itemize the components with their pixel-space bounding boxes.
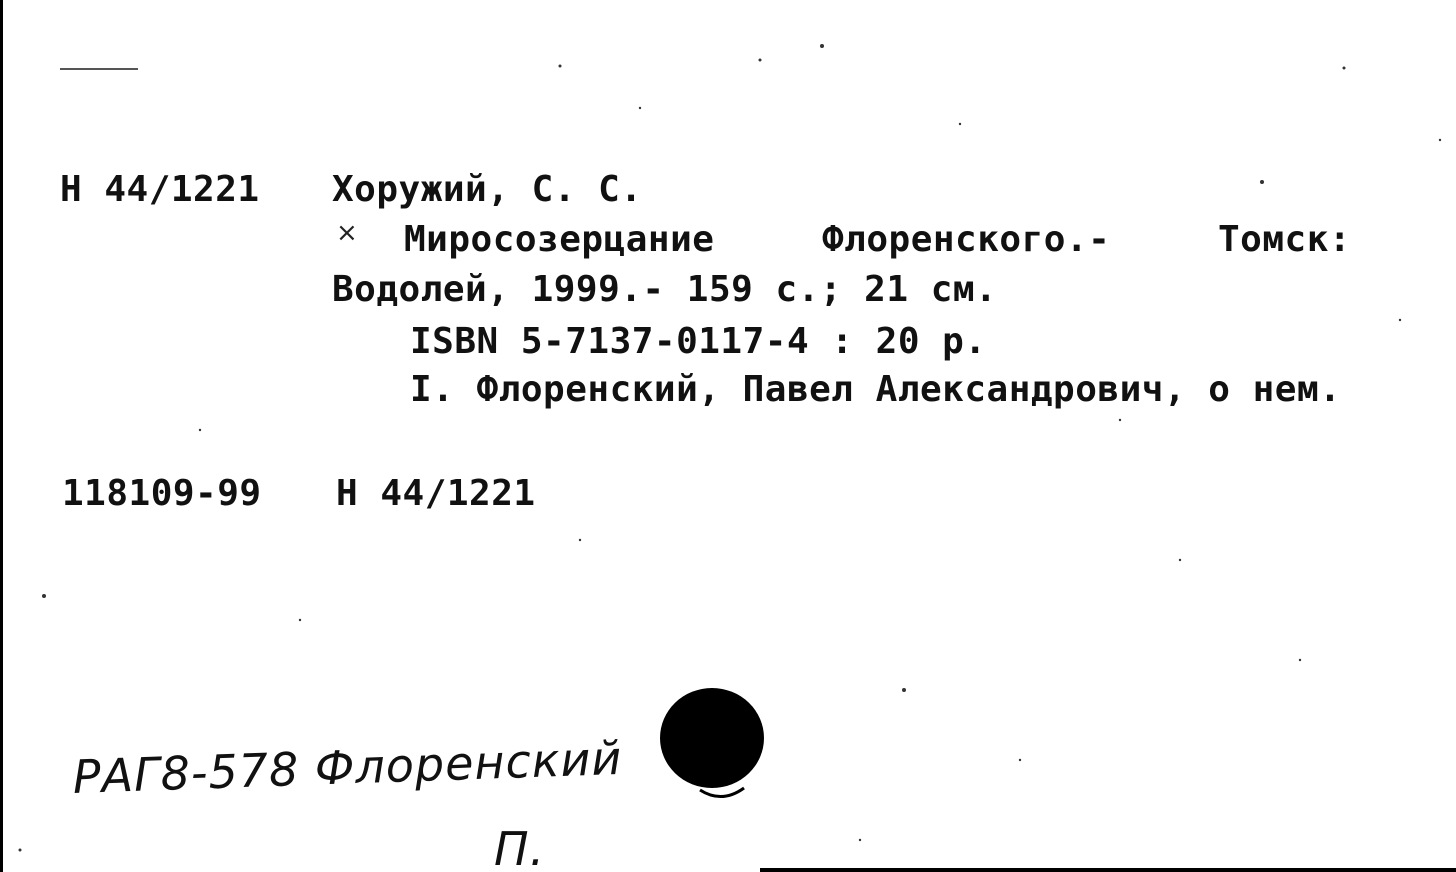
title-part-2: Флоренского.- bbox=[822, 219, 1111, 260]
handwritten-note: РАГ8-578 Флоренский bbox=[71, 730, 624, 804]
call-number: Н 44/1221 bbox=[60, 169, 260, 210]
title-part-1: Миросозерцание bbox=[404, 219, 715, 260]
title-mark: × bbox=[336, 218, 358, 248]
imprint: Водолей, 1999.- 159 с.; 21 см. bbox=[332, 269, 998, 310]
punch-hole bbox=[660, 688, 764, 788]
subject-heading: I. Флоренский, Павел Александрович, о нем. bbox=[410, 369, 1342, 410]
title-part-3: Томск: bbox=[1218, 219, 1352, 260]
inventory-call-number: Н 44/1221 bbox=[336, 473, 536, 514]
inventory-number: 118109-99 bbox=[62, 473, 262, 514]
punch-hole-mark bbox=[700, 788, 744, 797]
author: Хоружий, С. С. bbox=[332, 169, 643, 210]
handwritten-initial: П. bbox=[494, 822, 546, 872]
isbn-price: ISBN 5-7137-0117-4 : 20 р. bbox=[410, 321, 987, 362]
